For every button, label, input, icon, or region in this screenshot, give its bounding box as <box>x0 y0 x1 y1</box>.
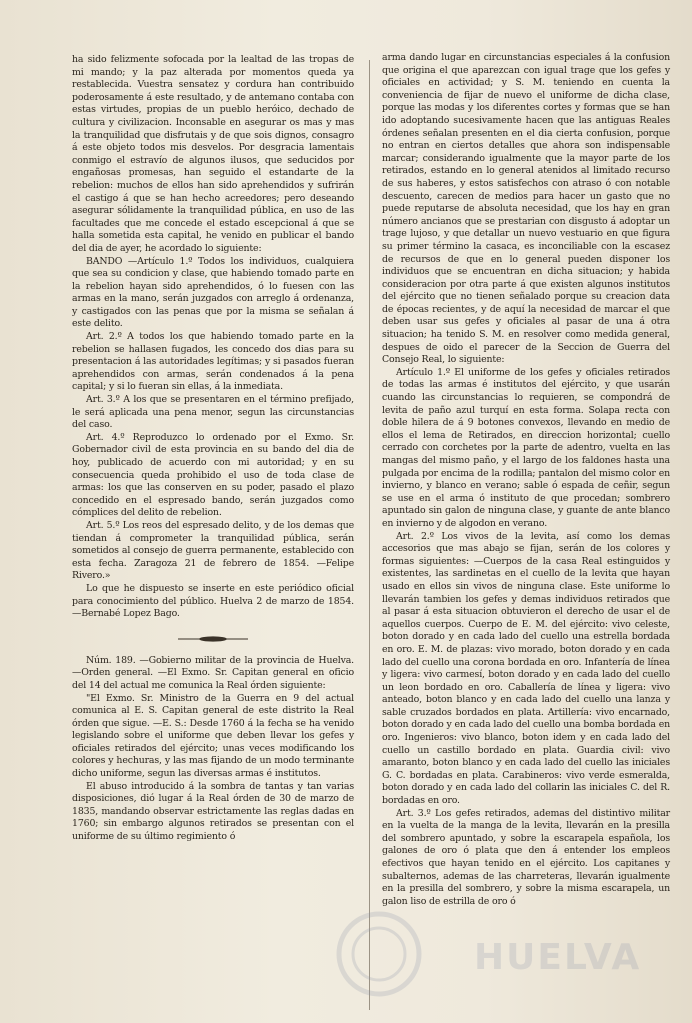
left-column <box>72 54 354 844</box>
continuation-paragraph: arma dando lugar en circunstancias especiales á la confusion que origina el que aparezcan con igual trage que los gefes y oficiales en actividad; y S. M. teniendo en cuenta la conveniencia de fijar de nuevo el uniforme de dicha clase, porque las modas y los diferentes cortes y formas que se han ido adoptando sucesivamente hacen que las antiguas Reales órdenes señalan presenten en el dia cierta confusion, porque no entran en ciertos detalles que ahora son indispensable marcar; considerando igualmente que la mayor parte de los retirados, estando en lo general atenidos al limitado recurso de sus haberes, y estos satisfechos con atraso ó con notable descuento, carecen de medios para hacer un gasto que no puede reputarse de absoluta necesidad, que los hay en gran número ancianos que se prestarian con disgusto á adoptar un trage lujoso, y que detallar un nuevo vestuario en que figura su primer término la casaca, es inconciliable con la escasez de recursos de que en lo general pueden disponer los individuos que se encuentran en dicha situacion; y habida consideracion por otra parte á que existen algunos institutos del ejército que no tienen señalado porque su creacion data de épocas recientes, y de aquí la necesidad de marcar el que deben usar sus gefes y oficiales al pasar de una á otra situacion; ha tenido S. M. en resolver como medida general, despues de oido el parecer de la Seccion de Guerra del Consejo Real, lo siguiente: <box>382 52 670 366</box>
orden-general-heading: Núm. 189. —Gobierno militar de la provincia de Huelva. —Orden general. —El Exmo. Sr. Capitan general en oficio del 14 del actual me comunica la Real órden siguiente: <box>72 654 354 691</box>
proclamation-paragraph: ha sido felizmente sofocada por la lealtad de las tropas de mi mando; y la paz alterada por momentos queda ya restablecida. Vuestra sensatez y cordura han contribuido poderosamente á este resultado, y de antemano contaba con estas virtudes, propias de un pueblo heróico, dechado de cultura y civilizacion. Inconsable en asegurar os mas y mas la tranquilidad que disfrutais y de que sois dignos, consagro á este objeto todos mis desvelos. Por desgracia lamentais conmigo el estravío de algunos ilusos, que seducidos por engañosas promesas, han seguido el estandarte de la rebelion: muchos de ellos han sido aprehendidos y sufrirán el castigo á que se han hecho acreedores; pero deseando asegurar sólidamente la tranquilidad pública, en uso de las facultades que me concede el estado escepcional á que se halla sometida esta capital, he venido en publicar el bando del dia de ayer, he acordado lo siguiente: <box>72 54 354 254</box>
column-divider <box>369 60 370 1010</box>
watermark-label: HUELVA <box>474 937 642 978</box>
bando-article-1: BANDO —Artículo 1.º Todos los individuos, cualquiera que sea su condicion y clase, que habiendo tomado parte en la rebelion hayan sido aprehendidos, ó lo fuesen con las armas en la mano, serán juzgados con arreglo á ordenanza, y castigados con las penas que por la misma se señalan á este delito. <box>72 255 354 330</box>
section-divider-ornament <box>178 635 248 643</box>
right-column <box>382 52 670 908</box>
bando-article-4: Art. 4.º Reproduzco lo ordenado por el Exmo. Sr. Gobernador civil de esta provincia en su bando del dia de hoy, publicado de acuerdo con mi autoridad; y en su consecuencia queda prohibido el uso de toda clase de armas: los que las conserven en su poder, pasado el plazo concedido en el espresado bando, serán juzgados como cómplices del delito de rebelion. <box>72 431 354 519</box>
real-orden-paragraph: "El Exmo. Sr. Ministro de la Guerra en 9 del actual comunica al E. S. Capitan general de este distrito la Real órden que sigue. —E. S.: Desde 1760 á la fecha se ha venido legislando sobre el uniforme que deben llevar los gefes y oficiales retirados del ejército; unas veces modificando los colores y hechuras, y las mas fijando de un modo terminante dicho uniforme, segun las diversas armas é institutos. <box>72 692 354 780</box>
publication-note: Lo que he dispuesto se inserte en este periódico oficial para conocimiento del público. Huelva 2 de marzo de 1854. —Bernabé Lopez Bago. <box>72 582 354 620</box>
uniform-article-3: Art. 3.º Los gefes retirados, ademas del distintivo militar en la vuelta de la manga de la levita, llevarán en la presilla del sombrero apuntado, y sobre la escarapela española, los galones de oro ó plata que den á entender los empleos efectivos que hayan tenido en el ejército. Los capitanes y subalternos, ademas de las charreteras, llevarán igualmente en la presilla del sombrero, y sobre la misma escarapela, un galon liso de estrilla de oro ó <box>382 807 670 907</box>
bando-article-5: Art. 5.º Los reos del espresado delito, y de los demas que tiendan á comprometer la tranquilidad pública, serán sometidos al consejo de guerra permanente, establecido con esta fecha. Zaragoza 21 de febrero de 1854. —Felipe Rivero.» <box>72 519 354 582</box>
bando-article-2: Art. 2.º A todos los que habiendo tomado parte en la rebelion se hallasen fugados, les concedo dos dias para su presentacion á las autoridades legítimas; y si pasados fueran aprehendidos con armas, serán condenados á la pena capital; y si lo fueran sin ellas, á la inmediata. <box>72 331 354 393</box>
seal-watermark-icon <box>324 909 434 999</box>
bando-article-3: Art. 3.º A los que se presentaren en el término prefijado, le será aplicada una pena menor, segun las circunstancias del caso. <box>72 394 354 431</box>
uniform-article-1: Artículo 1.º El uniforme de los gefes y oficiales retirados de todas las armas é institutos del ejército, y que usarán cuando las circunstancias lo requieren, se compondrá de levita de paño azul turquí en esta forma. Solapa recta con doble hilera de á 9 botones convexos, llevando en medio de ellos el lema de Retirados, en direccion horizontal; cuello cerrado con corchetes por la parte de adentro, vuelta en las mangas del mismo paño, y el largo de los faldones hasta una pulgada por encima de la rodilla; pantalon del mismo color en invierno, y blanco en verano; sable ó espada de ceñir, segun se use en el arma ó instituto de que procedan; sombrero apuntado sin galon de ninguna clase, y guante de ante blanco en invierno y de algodon en verano. <box>382 366 670 529</box>
library-watermark <box>324 909 654 999</box>
abuso-paragraph: El abuso introducido á la sombra de tantas y tan varias disposiciones, dió lugar á la Real órden de 30 de marzo de 1835, mandando observar estrictamente las reglas dadas en 1760; sin embargo algunos retirados se presentan con el uniforme de su último regimiento ó <box>72 780 354 843</box>
uniform-article-2: Art. 2.º Los vivos de la levita, así como los demas accesorios que mas abajo se fijan, serán de los colores y formas siguientes: —Cuerpos de la casa Real estinguidos y existentes, las sardinetas en el cuello de la levita que hayan usado en ellos sin vivos de ninguna clase. Este uniforme lo llevarán tambien los gefes y demas individuos retirados que al pasar á esta situacion obtuvieron el derecho de usar el de aquellos cuerpos. Cuerpo de E. M. del ejército: vivo celeste, boton dorado y en cada lado del cuello una estrella bordada en oro. E. M. de plazas: vivo morado, boton dorado y en cada lado del cuello una corona bordada en oro. Infantería de línea y ligera: vivo carmesí, boton dorado y en cada lado del cuello un leon bordado en oro. Caballería de línea y ligera: vivo anteado, boton blanco y en cada lado del cuello una lanza y sable cruzados bordados en plata. Artillería: vivo encarnado, boton dorado y en cada lado del cuello una bomba bordada en oro. Ingenieros: vivo blanco, boton idem y en cada lado del cuello un castillo bordado en plata. Guardia civil: vivo amaranto, boton blanco y en cada lado del cuello las iniciales G. C. bordadas en plata. Carabineros: vivo verde esmeralda, boton dorado y en cada lado del collarin las iniciales C. del R. bordadas en oro. <box>382 530 670 807</box>
